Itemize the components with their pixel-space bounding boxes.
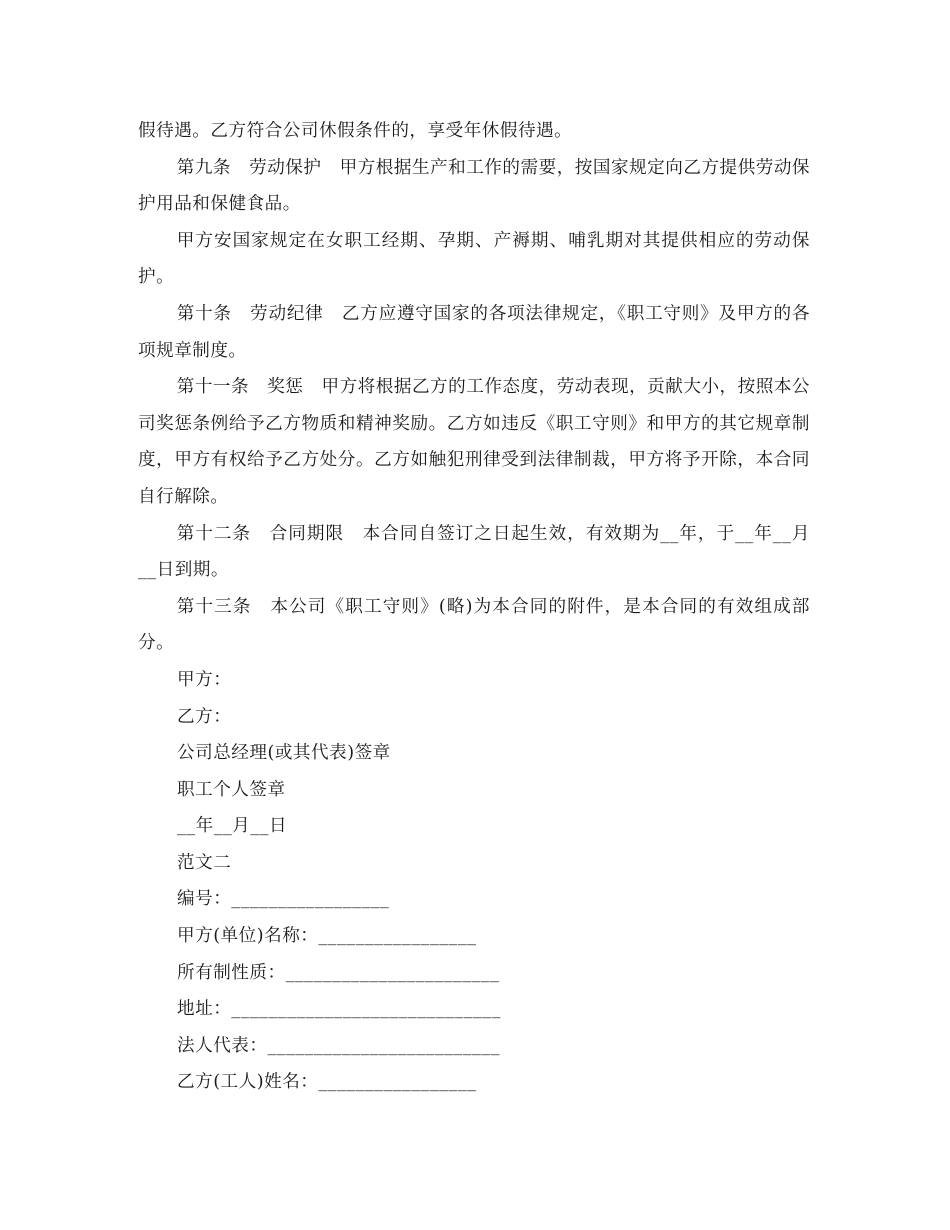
gm-seal-line: 公司总经理(或其代表)签章	[177, 743, 391, 764]
ownership-field: 所有制性质：_______________________	[177, 962, 500, 983]
paragraph-leave-tail: 假待遇。乙方符合公司休假条件的，享受年休假待遇。	[138, 121, 573, 141]
staff-seal-line: 职工个人签章	[177, 779, 286, 800]
date-line: __年__月__日	[177, 816, 288, 837]
paragraph-article-9: 第九条 劳动保护 甲方根据生产和工作的需要，按国家规定向乙方提供劳动保护用品和保健食品。	[138, 157, 811, 215]
paragraph-article-12: 第十二条 合同期限 本合同自签订之日起生效，有效期为__年，于__年__月__日到期。	[138, 523, 810, 581]
number-field: 编号：_________________	[177, 889, 390, 910]
paragraph-article-9-female: 甲方安国家规定在女职工经期、孕期、产褥期、哺乳期对其提供相应的劳动保护。	[138, 230, 810, 288]
paragraph-article-13: 第十三条 本公司《职工守则》(略)为本合同的附件，是本合同的有效组成部分。	[138, 596, 810, 654]
sample-two-heading: 范文二	[177, 852, 232, 873]
party-b-line: 乙方：	[177, 706, 232, 727]
paragraph-article-11: 第十一条 奖惩 甲方将根据乙方的工作态度，劳动表现，贡献大小，按照本公司奖惩条例给予乙方物质和精神奖励。乙方如违反《职工守则》和甲方的其它规章制度，甲方有权给予乙方处分。乙方如触犯刑律受到法律制裁，甲方将予开除，本合同自行解除。	[138, 377, 811, 507]
party-a-line: 甲方：	[177, 669, 232, 690]
address-field: 地址：_____________________________	[177, 999, 501, 1020]
party-b-name-field: 乙方(工人)姓名：_________________	[177, 1072, 477, 1093]
party-a-name-field: 甲方(单位)名称：_________________	[177, 926, 477, 947]
paragraph-article-10: 第十条 劳动纪律 乙方应遵守国家的各项法律规定，《职工守则》及甲方的各项规章制度。	[138, 303, 810, 361]
document-body	[138, 113, 810, 1101]
legal-rep-field: 法人代表：_________________________	[177, 1035, 500, 1056]
